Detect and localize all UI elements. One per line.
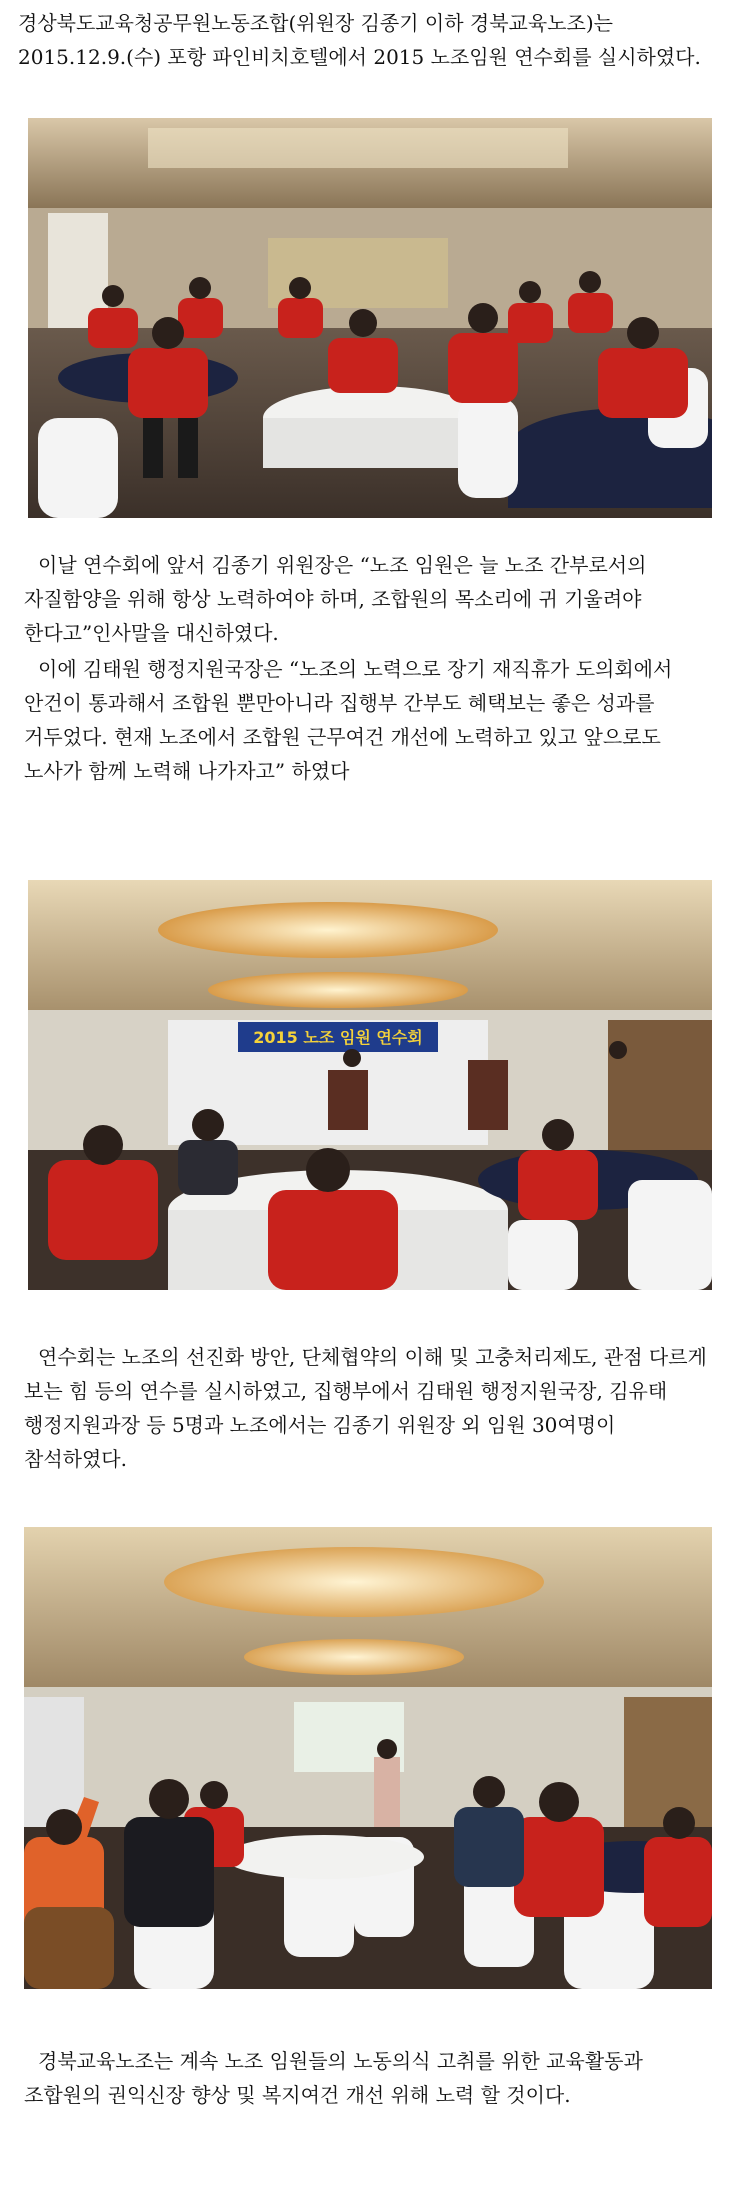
lecture-audience-photo — [24, 1527, 712, 1989]
seminar-attendees-image — [28, 118, 712, 518]
director-remarks-paragraph: 이에 김태원 행정지원국장은 “노조의 노력으로 장기 재직휴가 도의회에서 안건이 통과해서 조합원 뿐만아니라 집행부 간부도 혜택보는 좋은 성과를 거두었다. 현재 노조에서 조합원 근무여건 개선에 노력하고 있고 앞으로도 노사가 함께 노력해 나가자고” 하였다 — [24, 657, 673, 783]
seminar-attendees-photo — [28, 118, 712, 518]
seminar-hall-photo — [28, 880, 712, 1290]
chairman-remarks-paragraph: 이날 연수회에 앞서 김종기 위원장은 “노조 임원은 늘 노조 간부로서의 자질함양을 위해 항상 노력하여야 하며, 조합원의 목소리에 귀 기울려야 한다고”인사말을 대신하였다. — [24, 553, 647, 645]
lecture-audience-image — [24, 1527, 712, 1989]
banner-text: 2015 노조 임원 연수회 — [253, 1028, 423, 1047]
seminar-details-paragraph: 연수회는 노조의 선진화 방안, 단체협약의 이해 및 고충처리제도, 관점 다르게 보는 힘 등의 연수를 실시하였고, 집행부에서 김태원 행정지원국장, 김유태 행정지원과장 등 5명과 노조에서는 김종기 위원장 외 임원 30여명이 참석하였다. — [24, 1345, 707, 1471]
seminar-hall-image — [28, 880, 712, 1290]
closing-paragraph: 경북교육노조는 계속 노조 임원들의 노동의식 고취를 위한 교육활동과 조합원의 권익신장 향상 및 복지여건 개선 위해 노력 할 것이다. — [24, 2049, 643, 2107]
intro-paragraph: 경상북도교육청공무원노동조합(위원장 김종기 이하 경북교육노조)는 2015.12.9.(수) 포항 파인비치호텔에서 2015 노조임원 연수회를 실시하였다. — [18, 11, 701, 69]
